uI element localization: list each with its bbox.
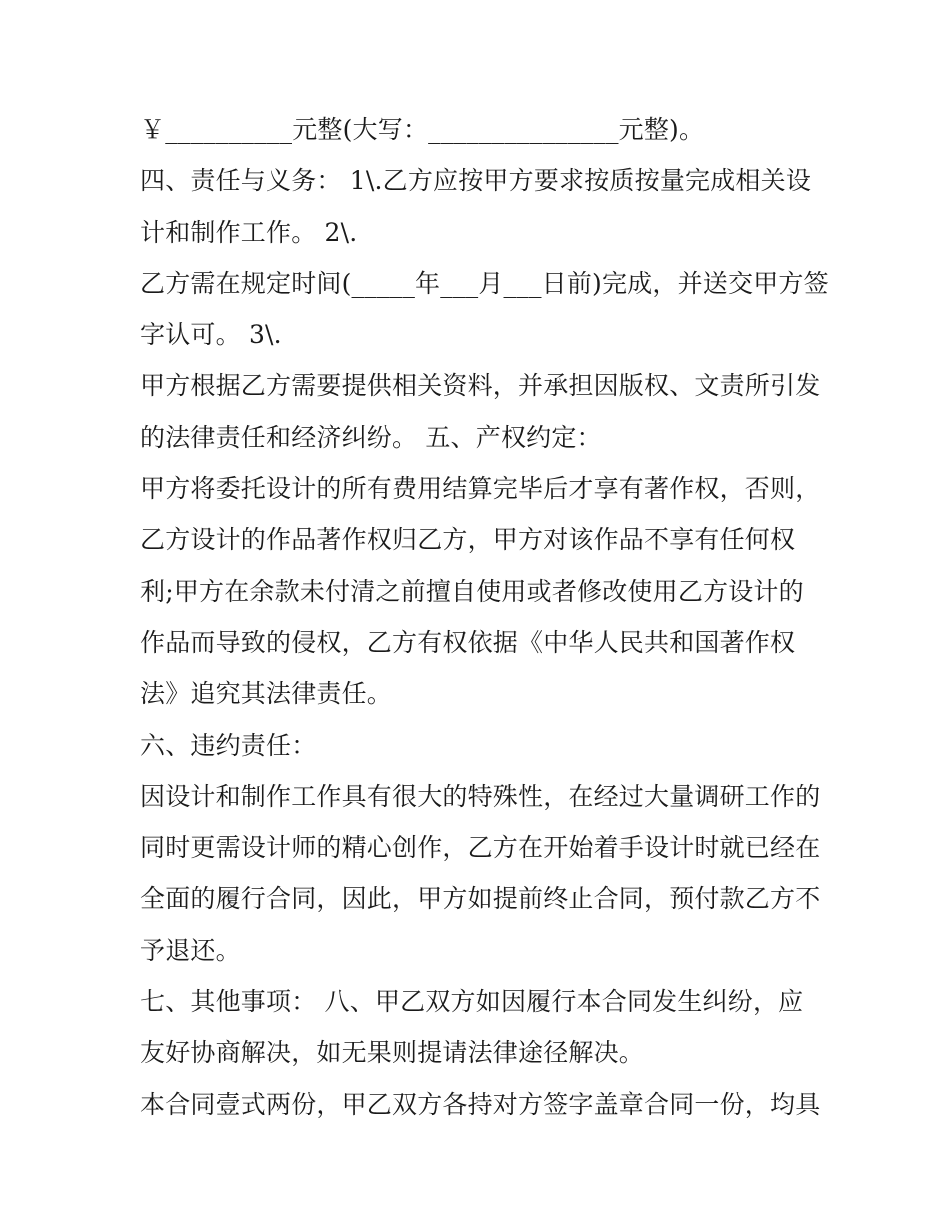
text-line: 因设计和制作工作具有很大的特殊性，在经过大量调研工作的 [140, 781, 821, 811]
text-line: 甲方根据乙方需要提供相关资料，并承担因版权、文责所引发 [140, 371, 821, 401]
text-line: 字认可。 3\. [140, 320, 282, 350]
text-line: 甲方将委托设计的所有费用结算完毕后才享有著作权，否则， [140, 474, 821, 504]
text-line: 友好协商解决，如无果则提请法律途径解决。 [140, 1038, 645, 1068]
text-line: 利;甲方在余款未付清之前擅自使用或者修改使用乙方设计的 [140, 576, 804, 606]
text-line: 作品而导致的侵权，乙方有权依据《中华人民共和国著作权 [140, 627, 796, 657]
text-line-payment-amount: ￥__________元整(大写：_______________元整)。 [140, 115, 705, 144]
text-line-copies: 本合同壹式两份，甲乙双方各持对方签字盖章合同一份，均具 [140, 1089, 821, 1119]
text-line-property-rights: 的法律责任和经济纠纷。 五、产权约定： [140, 422, 602, 452]
section-heading-breach: 六、违约责任： [140, 730, 317, 760]
document-body [140, 104, 829, 1130]
text-line: 乙方设计的作品著作权归乙方，甲方对该作品不享有任何权 [140, 525, 796, 555]
text-line: 同时更需设计师的精心创作，乙方在开始着手设计时就已经在 [140, 833, 821, 863]
text-line-deadline: 乙方需在规定时间(_____年___月___日前)完成，并送交甲方签 [140, 268, 829, 298]
text-line: 法》追究其法律责任。 [140, 679, 393, 709]
text-line: 计和制作工作。 2\. [140, 217, 358, 247]
text-line: 全面的履行合同，因此，甲方如提前终止合同，预付款乙方不 [140, 884, 821, 914]
text-line: 予退还。 [140, 935, 241, 965]
text-line-responsibilities: 四、责任与义务： 1\.乙方应按甲方要求按质按量完成相关设 [140, 166, 812, 196]
text-line-other-matters: 七、其他事项： 八、甲乙双方如因履行本合同发生纠纷，应 [140, 987, 804, 1017]
